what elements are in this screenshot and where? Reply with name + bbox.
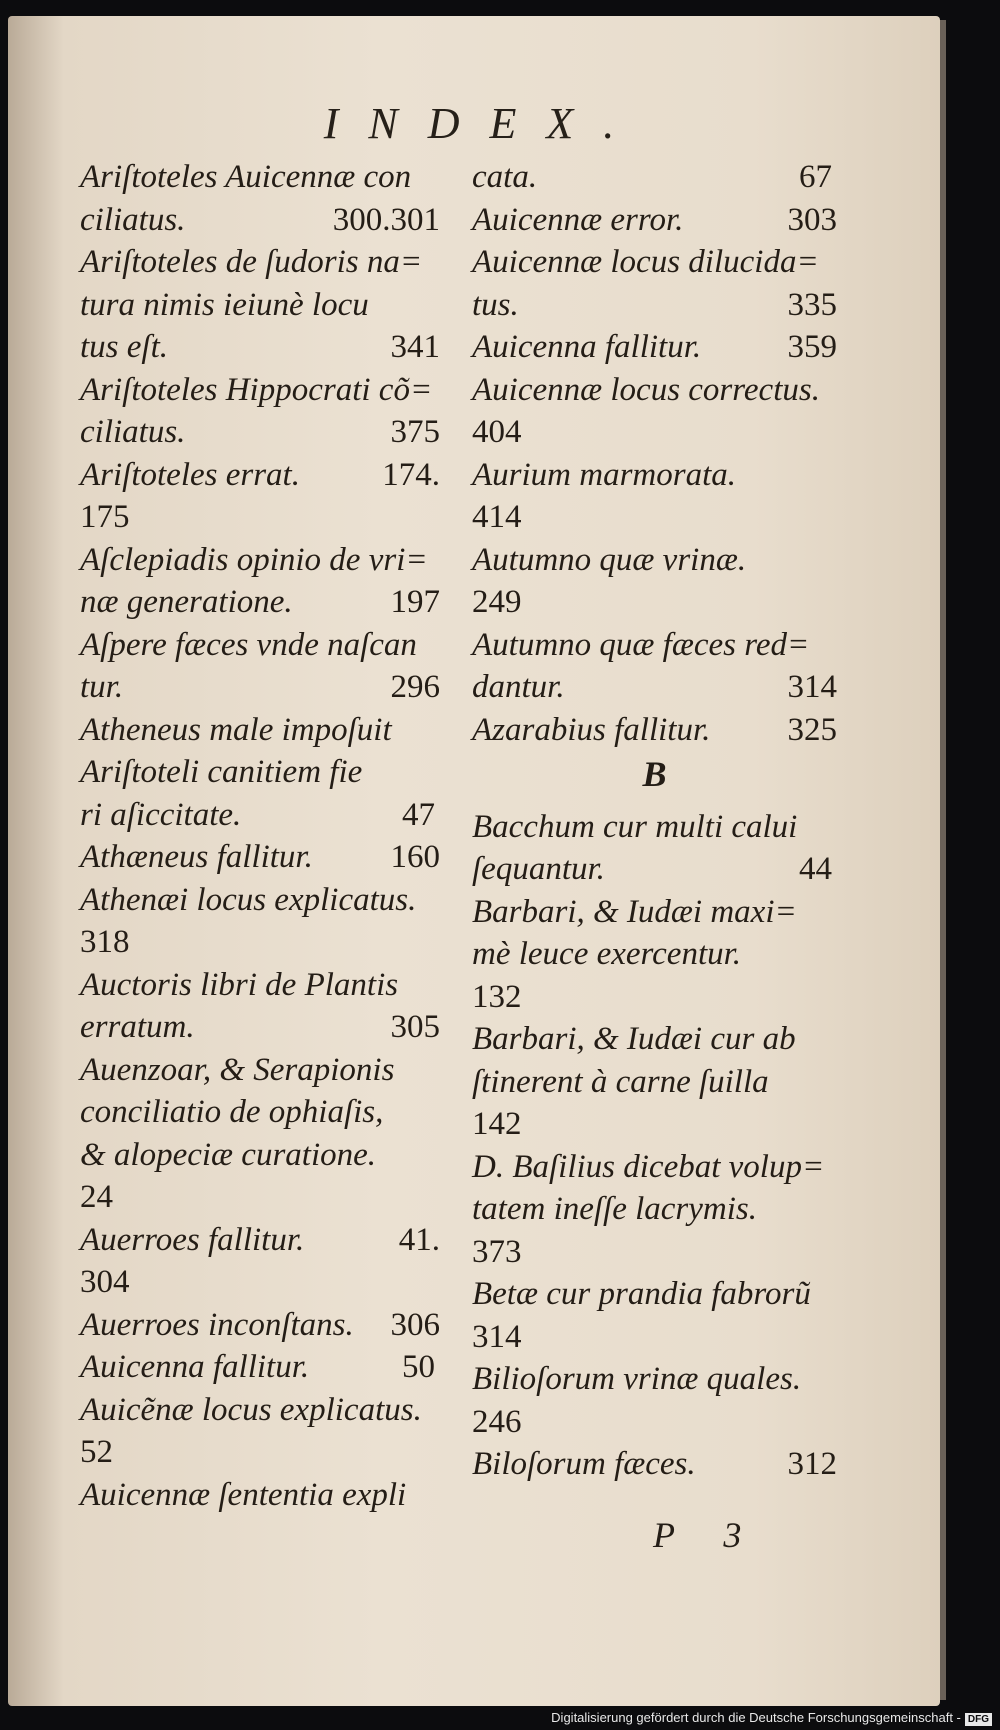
page-number: 414 <box>472 499 522 535</box>
page-number: 24 <box>80 1179 113 1215</box>
index-entry <box>80 836 440 879</box>
index-entry <box>80 1389 440 1474</box>
index-entry: Bacchum cur multi calui ſequantur. 44 <box>472 808 832 887</box>
page-number: 318 <box>80 924 130 960</box>
entry-text: Bilioſorum vrinæ quales. <box>472 1361 802 1397</box>
page-number: 325 <box>787 711 837 748</box>
page-number: 359 <box>787 329 837 365</box>
page-number: 41. <box>398 1221 440 1258</box>
entry-text: & alopeciæ curatione. <box>80 1136 377 1173</box>
entry-text: Auenzoar, & Serapionis <box>80 1051 395 1088</box>
entry-text: Auicennæ error. <box>472 201 684 238</box>
entry-text: Auicenna fallitur. <box>80 1349 310 1385</box>
page-header: INDEX. <box>323 99 645 148</box>
page-number: 52 <box>80 1434 113 1470</box>
index-entry <box>472 241 837 326</box>
entry-text: Auicẽnæ locus explicatus. <box>80 1391 422 1428</box>
page-edge <box>940 20 946 1700</box>
entry-text: Aſpere fæces vnde naſcan <box>80 626 417 663</box>
entry-text: erratum. <box>80 1009 195 1045</box>
index-column-left <box>80 156 440 1516</box>
dfg-logo: DFG <box>965 1713 992 1726</box>
section-letter: B <box>642 754 667 794</box>
entry-text: Ariſtoteli canitiem fie <box>80 754 363 790</box>
page-number: 375 <box>390 414 440 450</box>
entry-text: Barbari, & Iudæi maxi= <box>472 893 797 930</box>
entry-text: næ generatione. <box>80 584 293 620</box>
entry-text: Biloſorum fæces. <box>472 1446 696 1482</box>
page-number: 249 <box>472 584 522 620</box>
entry-text: tura nimis ieiunè locu <box>80 286 369 323</box>
index-entry <box>80 1219 440 1304</box>
signature-mark: P 3 <box>653 1515 762 1555</box>
index-entry <box>80 964 440 1049</box>
index-entry <box>472 1018 837 1146</box>
page-number: 335 <box>787 286 837 323</box>
page-number: 197 <box>390 584 440 620</box>
index-entry <box>472 1146 837 1274</box>
entry-text: ciliatus. <box>80 414 186 450</box>
page-number: 306 <box>390 1306 440 1343</box>
page-number: 305 <box>390 1009 440 1045</box>
page-number: 174. <box>382 456 440 493</box>
entry-text: Auicenna fallitur. <box>472 329 702 365</box>
index-entry <box>80 241 440 369</box>
index-entry: cata. 67 <box>472 159 832 195</box>
page-number: 341 <box>390 329 440 365</box>
entry-text: Auicennæ locus correctus. <box>472 371 820 408</box>
entry-text: Barbari, & Iudæi cur ab <box>472 1021 796 1057</box>
entry-text: Betæ cur prandia fabrorũ <box>472 1276 811 1312</box>
entry-text: conciliatio de ophiaſis, <box>80 1094 384 1130</box>
entry-text: Ariſtoteles errat. <box>80 456 300 493</box>
book-page <box>8 16 940 1706</box>
index-entry: Atheneus male impoſuit Ariſtoteli canitiem fie ri aſiccitate. 47 <box>80 711 435 833</box>
index-entry <box>472 709 837 752</box>
entry-text: Autumno quæ vrinæ. <box>472 541 747 578</box>
entry-text: Azarabius fallitur. <box>472 711 711 748</box>
index-entry <box>472 199 837 242</box>
index-entry <box>472 539 837 624</box>
page-number: 303 <box>787 201 837 238</box>
entry-text: Auerroes fallitur. <box>80 1221 305 1258</box>
index-entry <box>80 369 440 454</box>
page-number: 314 <box>787 669 837 705</box>
entry-text: Aſclepiadis opinio de vri= <box>80 541 428 578</box>
index-entry <box>80 1304 440 1347</box>
index-entry <box>472 1273 837 1358</box>
entry-text: ciliatus. <box>80 201 186 238</box>
entry-text: dantur. <box>472 669 565 705</box>
entry-text: tatem ineſſe lacrymis. <box>472 1191 758 1227</box>
page-number: 160 <box>390 839 440 875</box>
index-column-right <box>472 156 837 1486</box>
entry-text: ſtinerent à carne ſuilla <box>472 1063 769 1100</box>
entry-text: tus eſt. <box>80 329 168 365</box>
page-number: 373 <box>472 1233 522 1270</box>
footer-text: Digitalisierung gefördert durch die Deutsche Forschungsgemeinschaft - <box>551 1710 961 1725</box>
index-entry <box>80 454 440 539</box>
entry-text: D. Baſilius dicebat volup= <box>472 1148 825 1185</box>
entry-text: Bacchum cur multi calui <box>472 808 798 845</box>
entry-text: Athenæi locus explicatus. <box>80 881 417 918</box>
entry-text: Autumno quæ fæces red= <box>472 626 810 663</box>
index-entry <box>472 624 837 709</box>
entry-text: ſequantur. <box>472 851 605 887</box>
entry-text: cata. <box>472 159 538 195</box>
page-number: 314 <box>472 1318 522 1355</box>
index-entry <box>80 624 440 709</box>
page-number: 175 <box>80 499 130 535</box>
index-entry: Auicenna fallitur. 50 <box>80 1349 435 1385</box>
entry-text: Auctoris libri de Plantis <box>80 966 399 1003</box>
entry-text: mè leuce exercentur. <box>472 936 742 972</box>
index-entry <box>80 156 440 241</box>
digitization-footer <box>551 1710 992 1726</box>
index-entry <box>472 1443 837 1486</box>
page-number: 300.301 <box>332 201 440 238</box>
entry-text: Auicennæ ſententia expli <box>80 1476 407 1513</box>
index-entry <box>472 1358 837 1443</box>
entry-text: Auicennæ locus dilucida= <box>472 244 819 280</box>
entry-text: Atheneus male impoſuit <box>80 711 392 748</box>
index-entry <box>472 891 837 1019</box>
index-entry <box>80 539 440 624</box>
page-number: 296 <box>390 669 440 705</box>
index-entry <box>80 1474 440 1517</box>
entry-text: Ariſtoteles Hippocrati cõ= <box>80 371 433 408</box>
index-entry <box>472 454 837 539</box>
page-number: 142 <box>472 1106 522 1142</box>
entry-text: ri aſiccitate. <box>80 796 242 833</box>
entry-text: Auerroes inconſtans. <box>80 1306 354 1343</box>
index-entry <box>472 369 837 454</box>
page-number: 312 <box>787 1446 837 1482</box>
page-number: 246 <box>472 1403 522 1440</box>
entry-text: Ariſtoteles de ſudoris na= <box>80 244 423 280</box>
page-number: 304 <box>80 1264 130 1300</box>
entry-text: Aurium marmorata. <box>472 456 737 493</box>
entry-text: tus. <box>472 286 519 323</box>
index-entry <box>80 879 440 964</box>
entry-text: tur. <box>80 669 124 705</box>
index-entry <box>472 326 837 369</box>
page-number: 132 <box>472 978 522 1015</box>
entry-text: Athæneus fallitur. <box>80 839 313 875</box>
entry-text: Ariſtoteles Auicennæ con <box>80 159 412 195</box>
index-entry <box>80 1049 440 1219</box>
page-number: 404 <box>472 414 522 450</box>
